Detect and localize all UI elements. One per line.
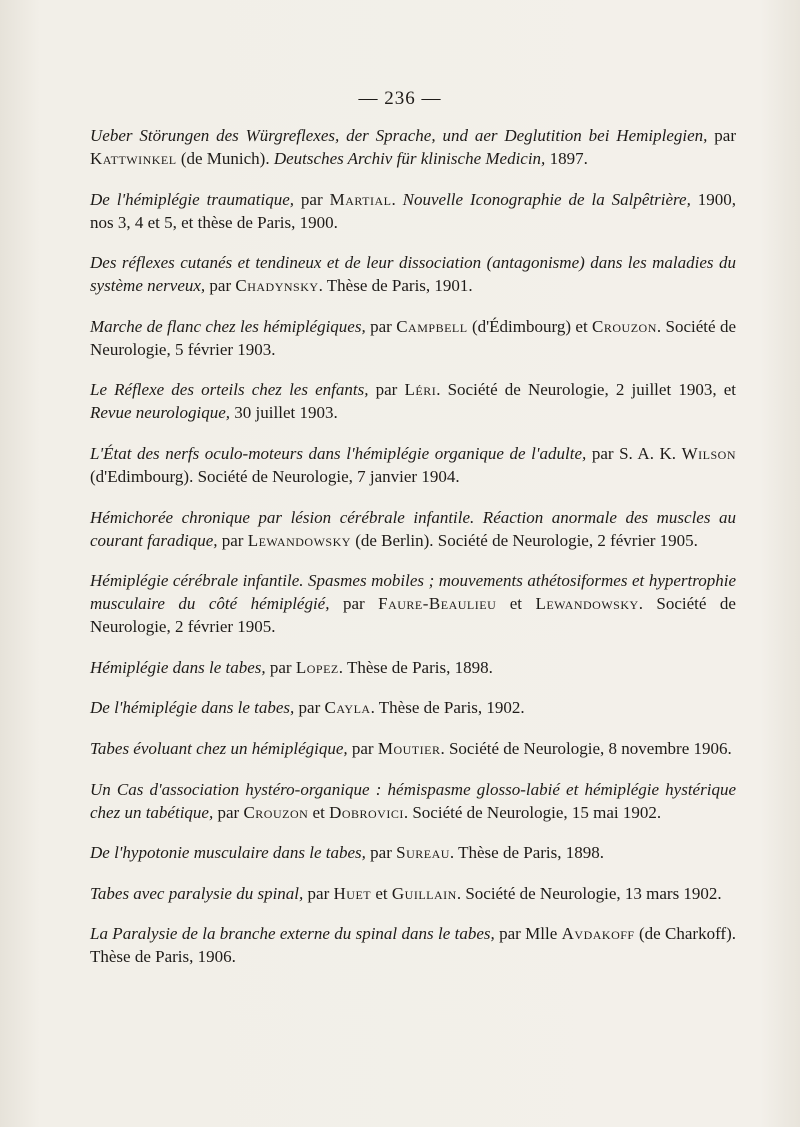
bibliography-entry bbox=[90, 506, 736, 552]
entry-text: . Thèse de Paris, 1898. bbox=[338, 657, 493, 677]
entry-title: De l'hémiplégie traumatique, bbox=[90, 189, 294, 209]
entry-text: par bbox=[294, 698, 325, 718]
entry-author: Wilson bbox=[681, 443, 737, 463]
entry-author: Lewandowsky bbox=[247, 530, 351, 550]
bibliography-entry bbox=[90, 778, 736, 824]
bibliography-entry bbox=[90, 315, 736, 361]
entry-author: Léri bbox=[404, 380, 437, 400]
entry-title: De l'hypotonie musculaire dans le tabes, bbox=[90, 843, 366, 863]
entry-text: . Société de Neurologie, 8 novembre 1906. bbox=[440, 738, 732, 758]
entry-title: Hémiplégie cérébrale infantile. Spasmes mobiles ; mouvements athétosiformes et hypertrophie musculaire du côté hémiplégié, bbox=[90, 571, 736, 614]
entry-author: Sureau bbox=[396, 843, 450, 863]
bibliography-list bbox=[90, 124, 736, 986]
entry-text: (de Munich). bbox=[176, 149, 274, 168]
entry-journal: Revue neurologique, bbox=[90, 403, 231, 423]
entry-text: . Thèse de Paris, 1902. bbox=[370, 698, 525, 718]
entry-text: par bbox=[294, 189, 330, 209]
entry-author: Martial bbox=[329, 189, 392, 209]
entry-text: par bbox=[368, 380, 405, 400]
bibliography-entry bbox=[90, 569, 736, 638]
entry-title: De l'hémiplégie dans le tabes, bbox=[90, 698, 295, 718]
entry-author: Kattwinkel bbox=[90, 149, 177, 168]
bibliography-entry bbox=[90, 882, 736, 905]
entry-text: . Société de Neurologie, 5 février 1903. bbox=[90, 316, 736, 359]
entry-author: Chadynsky bbox=[235, 276, 319, 296]
bibliography-entry bbox=[90, 696, 736, 719]
entry-journal: Deutsches Archiv für klinische Medicin, bbox=[273, 149, 546, 168]
entry-text: par bbox=[205, 276, 236, 296]
entry-text: . Société de Neurologie, 2 février 1905. bbox=[90, 594, 736, 637]
entry-author: Faure-Beaulieu bbox=[378, 594, 497, 614]
entry-author: Huet bbox=[333, 883, 372, 903]
entry-text: . Thèse de Paris, 1901. bbox=[318, 276, 473, 296]
entry-author: Cayla bbox=[324, 698, 371, 718]
entry-text: par bbox=[329, 594, 379, 614]
bibliography-entry bbox=[90, 922, 736, 968]
entry-title: Tabes avec paralysie du spinal, bbox=[90, 883, 304, 903]
entry-title: Tabes évoluant chez un hémiplégique, bbox=[90, 738, 348, 758]
bibliography-entry bbox=[90, 378, 736, 424]
entry-text: (d'Edimbourg). Société de Neurologie, 7 janvier 1904. bbox=[90, 466, 460, 486]
entry-author: Dobrovici bbox=[329, 802, 404, 822]
entry-text: par S. A. K. bbox=[586, 443, 682, 463]
entry-text: par bbox=[303, 883, 334, 903]
entry-text: 30 juillet 1903. bbox=[230, 403, 338, 423]
entry-title: Hémiplégie dans le tabes, bbox=[90, 657, 266, 677]
entry-title: Marche de flanc chez les hémiplégiques, bbox=[90, 316, 366, 336]
entry-text: par bbox=[265, 657, 296, 677]
entry-text: (de Charkoff). Thèse de Paris, 1906. bbox=[90, 924, 736, 967]
entry-text: par bbox=[347, 738, 378, 758]
entry-title: L'État des nerfs oculo-moteurs dans l'hémiplégie organique de l'adulte, bbox=[90, 443, 587, 463]
bibliography-entry bbox=[90, 442, 736, 488]
bibliography-entry bbox=[90, 737, 736, 760]
entry-text: . Société de Neurologie, 13 mars 1902. bbox=[456, 883, 722, 903]
entry-text: par Mlle bbox=[494, 924, 562, 944]
bibliography-entry bbox=[90, 251, 736, 297]
entry-text: et bbox=[371, 883, 392, 903]
bibliography-entry bbox=[90, 841, 736, 864]
entry-author: Lewandowsky bbox=[535, 594, 639, 614]
bibliography-entry bbox=[90, 188, 736, 234]
entry-journal: Nouvelle Iconographie de la Salpêtrière, bbox=[402, 189, 691, 209]
entry-text: . Thèse de Paris, 1898. bbox=[449, 843, 605, 863]
entry-text: (d'Édimbourg) et bbox=[467, 316, 593, 336]
entry-title: Hémichorée chronique par lésion cérébrale infantile. Réaction anormale des muscles au courant faradique, bbox=[90, 507, 736, 550]
entry-author: Moutier bbox=[377, 738, 441, 758]
entry-title: Des réflexes cutanés et tendineux et de leur dissociation (antagonisme) dans les maladies du système nerveux, bbox=[90, 253, 736, 296]
entry-text: et bbox=[308, 802, 330, 822]
entry-text: par bbox=[365, 843, 397, 863]
entry-text: 1897. bbox=[545, 149, 588, 168]
bibliography-entry bbox=[90, 656, 736, 679]
entry-text: . Société de Neurologie, 15 mai 1902. bbox=[403, 802, 662, 822]
entry-author: Avdakoff bbox=[561, 924, 635, 944]
entry-author: Crouzon bbox=[243, 802, 309, 822]
entry-text: par bbox=[365, 316, 397, 336]
entry-title: Ueber Störungen des Würgreflexes, der Sprache, und aer Deglutition bei Hemiplegien, bbox=[90, 126, 708, 145]
entry-text: . bbox=[391, 189, 403, 209]
entry-author: Lopez bbox=[295, 657, 339, 677]
entry-text: par bbox=[213, 802, 244, 822]
entry-text: et bbox=[496, 594, 536, 614]
entry-title: Un Cas d'association hystéro-organique : hémispasme glosso-labié et hémiplégie hystérique chez un tabétique, bbox=[90, 779, 736, 822]
entry-text: par bbox=[714, 126, 737, 145]
entry-author: Guillain bbox=[391, 883, 457, 903]
page-number: — 236 — bbox=[358, 88, 442, 109]
entry-text: 1900, nos 3, 4 et 5, et thèse de Paris, 1900. bbox=[90, 189, 737, 232]
entry-text: par bbox=[217, 530, 248, 550]
entry-text: (de Berlin). Société de Neurologie, 2 février 1905. bbox=[350, 530, 698, 550]
entry-author: Crouzon bbox=[592, 316, 657, 336]
entry-title: La Paralysie de la branche externe du spinal dans le tabes, bbox=[90, 924, 495, 944]
entry-text: . Société de Neurologie, 2 juillet 1903, et bbox=[436, 380, 736, 400]
entry-author: Campbell bbox=[396, 316, 468, 336]
entry-title: Le Réflexe des orteils chez les enfants, bbox=[90, 380, 369, 400]
bibliography-entry bbox=[90, 124, 736, 170]
